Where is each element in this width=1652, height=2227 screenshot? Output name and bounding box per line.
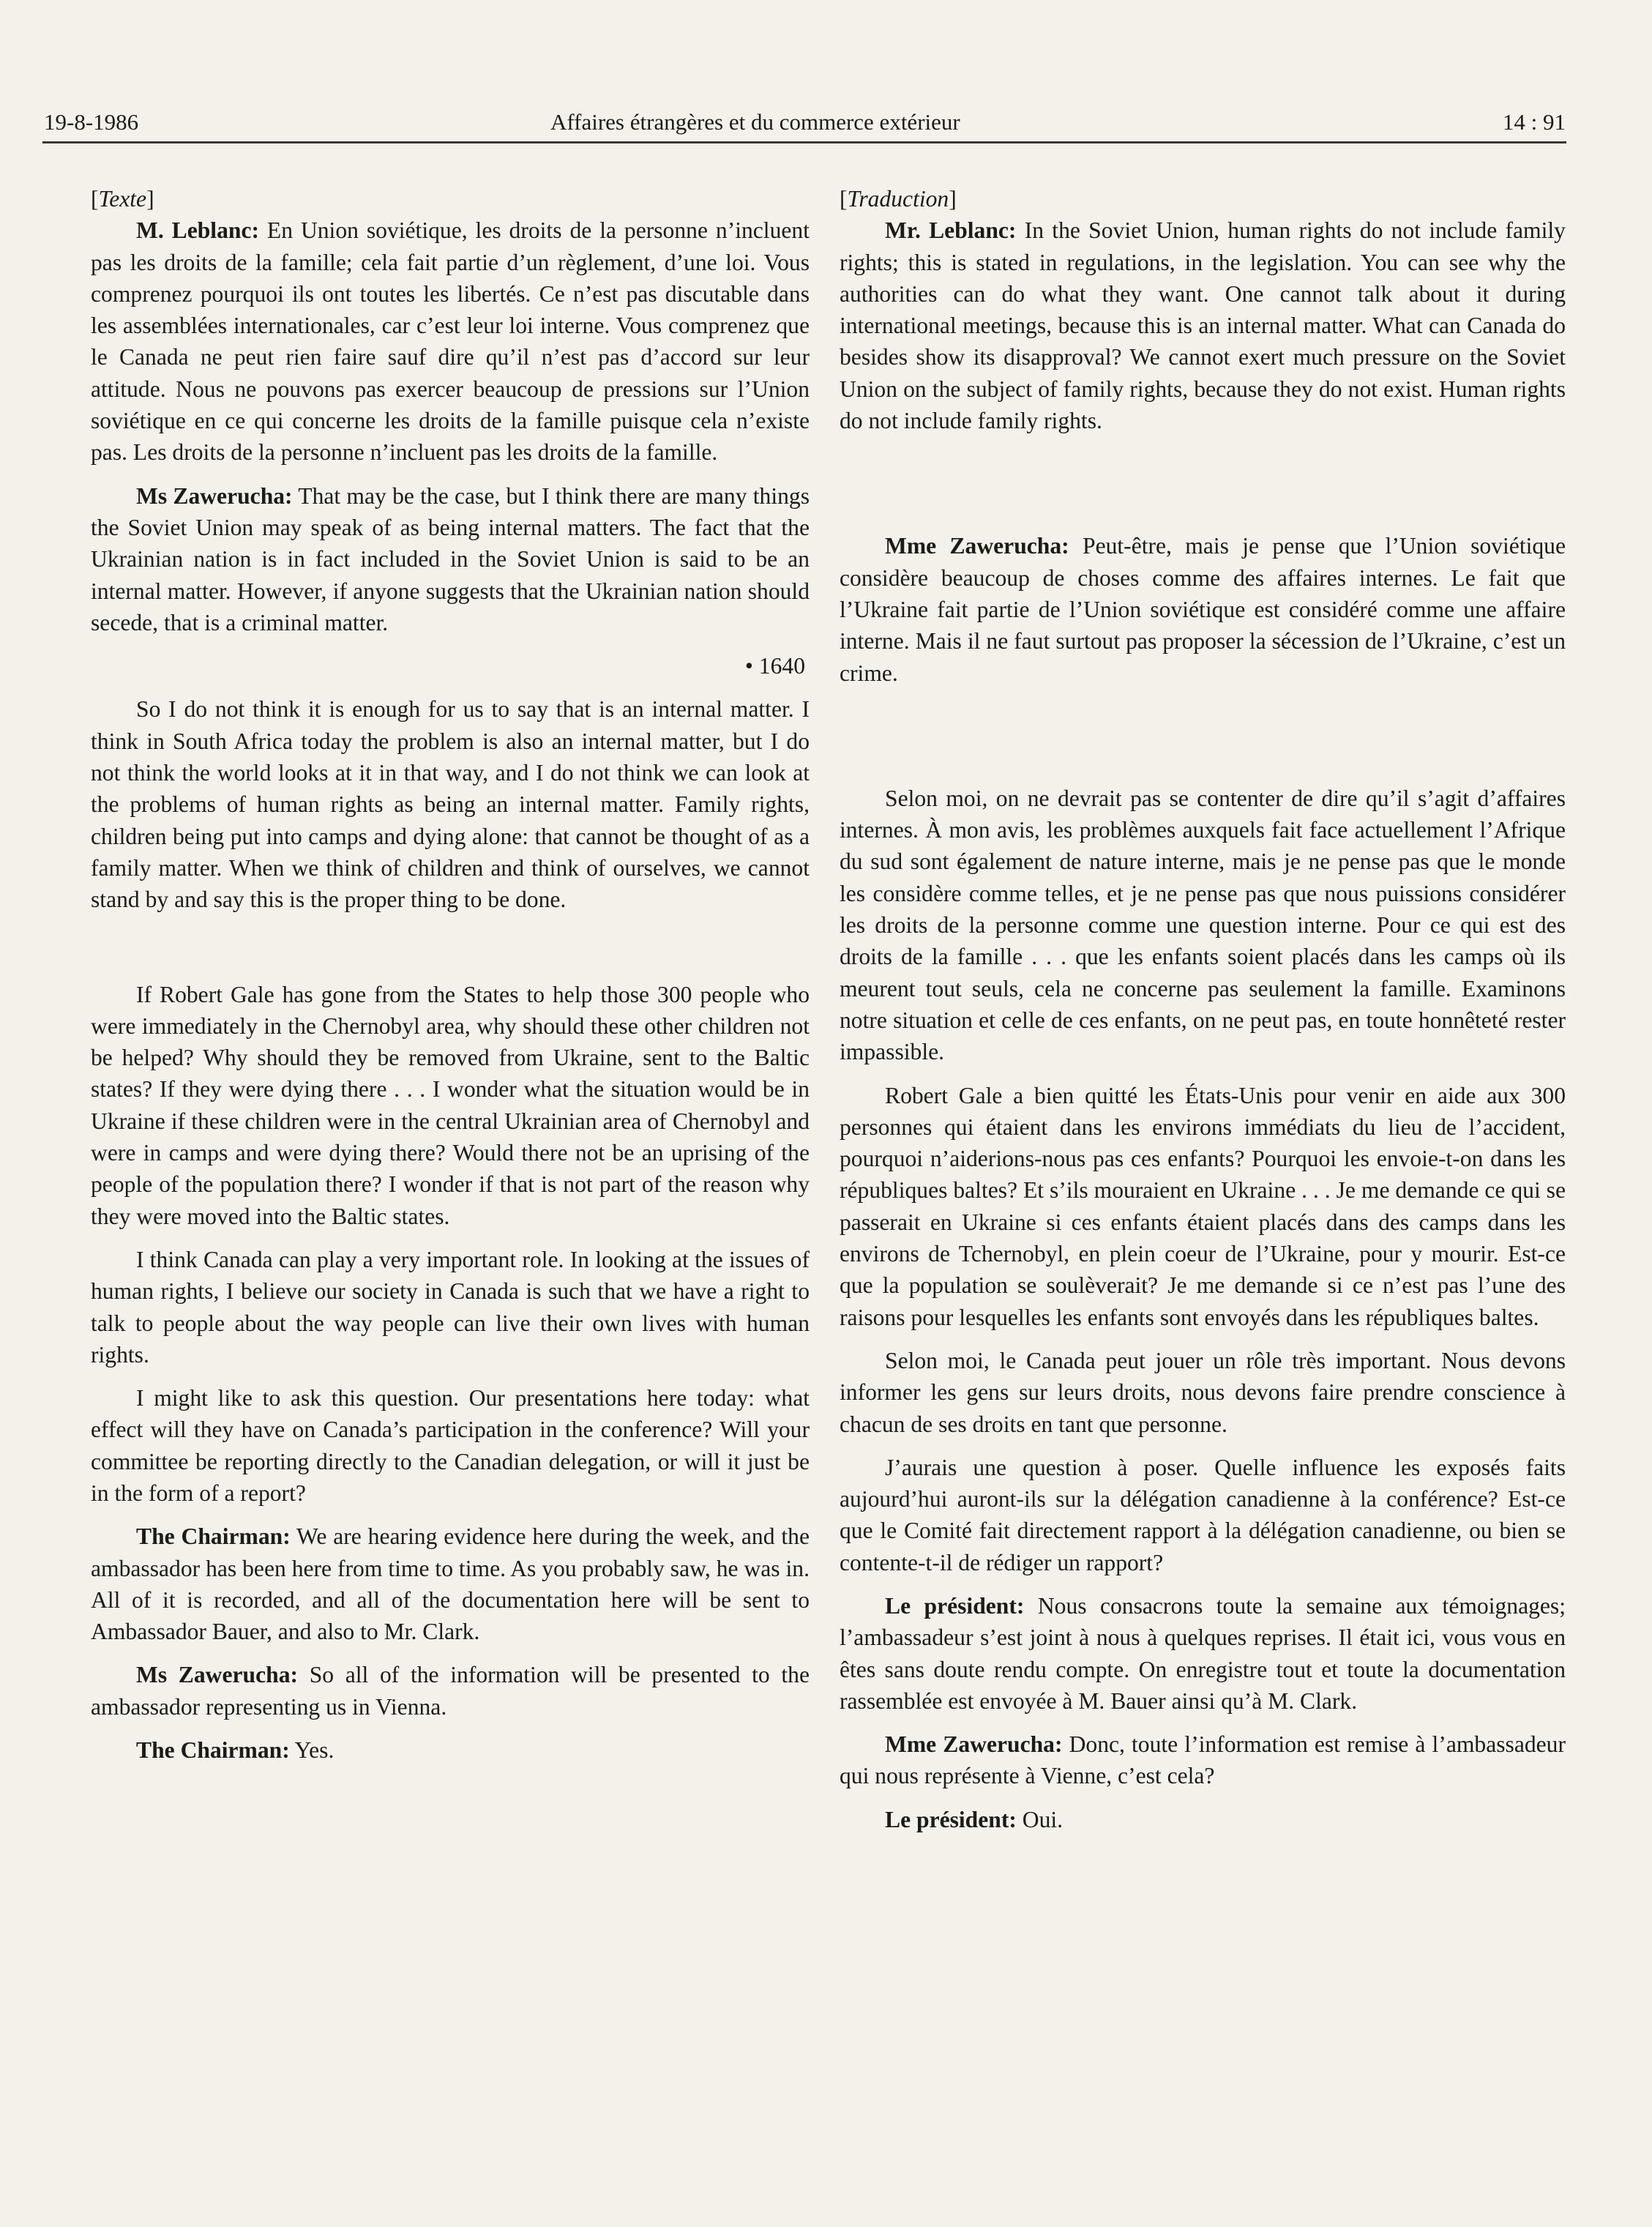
speaker-name: M. Leblanc: <box>136 217 259 244</box>
time-marker: • 1640 <box>744 653 805 679</box>
speaker-name: Mme Zawerucha: <box>885 1731 1063 1758</box>
paragraph: Selon moi, le Canada peut jouer un rôle très important. Nous devons informer les gens sur leurs droits, nous devons faire prendre conscience à chacun de ses droits en tant que personne. <box>840 1347 1566 1437</box>
paragraph: Selon moi, on ne devrait pas se contenter de dire qu’il s’agit d’affaires internes. À mon avis, les problèmes auxquels fait face actuellement l’Afrique du sud sont également de nature interne, mais je ne pense pas que le monde les considère comme telles, et je ne pense pas que nous puissions considérer les droits de la personne comme une question interne. Pour ce qui est des droits de la famille . . . que les enfants soient placés dans les camps où ils meurent tout seuls, cela ne concerne pas seulement la famille. Examinons notre situation et celle de ces enfants, on ne peut pas, en toute honnêteté rester impassible. <box>840 785 1566 1065</box>
paragraph: Le président: Nous consacrons toute la semaine aux témoignages; l’ambassadeur s’est joint à nous à quelques reprises. Il était ici, vous vous en êtes sans doute rendu compte. On enregistre tout et toute la documentation rassemblée est envoyée à M. Bauer ainsi qu’à M. Clark. <box>840 1592 1566 1714</box>
speaker-name: The Chairman: <box>136 1737 290 1764</box>
paragraph: Mr. Leblanc: In the Soviet Union, human rights do not include family rights; this is stated in regulations, in the legislation. You can see why the authorities can do what they want. One cannot talk about it during international meetings, because this is an internal matter. What can Canada do besides show its disapproval? We cannot exert much pressure on the Soviet Union on the subject of family rights, because they do not exist. Human rights do not include family rights. <box>840 217 1566 434</box>
paragraph: Ms Zawerucha: So all of the information will be presented to the ambassador representing us in Vienna. <box>91 1662 810 1720</box>
section-tag-label: Texte <box>98 186 147 212</box>
left-column <box>91 183 810 1766</box>
section-tag-label: Traduction <box>847 186 949 212</box>
section-tag: [Texte] <box>91 186 154 212</box>
speaker-name: Ms Zawerucha: <box>136 482 293 509</box>
right-column <box>840 183 1566 1835</box>
header-rule <box>42 141 1566 143</box>
speaker-name: Le président: <box>885 1806 1017 1832</box>
paragraph: Le président: Oui. <box>885 1806 1064 1832</box>
paragraph: Mme Zawerucha: Donc, toute l’information est remise à l’ambassadeur qui nous représente à Vienne, c’est cela? <box>840 1731 1566 1789</box>
speaker-name: Mr. Leblanc: <box>885 217 1017 244</box>
speaker-name: The Chairman: <box>136 1523 291 1550</box>
paragraph: If Robert Gale has gone from the States to help those 300 people who were immediately in the Chernobyl area, why should these other children not be helped? Why should they be removed from Ukraine, sent to the Baltic states? If they were dying there . . . I wonder what the situation would be in Ukraine if these children were in the central Ukrainian area of Chernobyl and were in camps and were dying there? Would there not be an uprising of the people of the population there? I wonder if that is not part of the reason why they were moved into the Baltic states. <box>91 981 810 1229</box>
speaker-name: Mme Zawerucha: <box>885 533 1069 559</box>
section-tag: [Traduction] <box>840 186 957 212</box>
paragraph: J’aurais une question à poser. Quelle influence les exposés faits aujourd’hui auront-ils sur la délégation canadienne à la conférence? Est-ce que le Comité fait directement rapport à la délégation canadienne, ou bien se contente-t-il de rédiger un rapport? <box>840 1454 1566 1575</box>
paragraph: So I do not think it is enough for us to say that is an internal matter. I think in South Africa today the problem is also an internal matter, but I do not think the world looks at it in that way, and I do not think we can look at the problems of human rights as being an internal matter. Family rights, children being put into camps and dying alone: that cannot be thought of as a family matter. When we think of children and think of ourselves, we cannot stand by and say this is the proper thing to be done. <box>91 696 810 913</box>
speaker-name: Ms Zawerucha: <box>136 1662 299 1688</box>
speaker-name: Le président: <box>885 1592 1025 1619</box>
paragraph: Mme Zawerucha: Peut-être, mais je pense que l’Union soviétique considère beaucoup de choses comme des affaires internes. Le fait que l’Ukraine fait partie de l’Union soviétique est considéré comme une affaire interne. Mais il ne faut surtout pas proposer la sécession de l’Ukraine, c’est un crime. <box>840 533 1566 686</box>
paragraph: M. Leblanc: En Union soviétique, les droits de la personne n’incluent pas les droits de la famille; cela fait partie d’un règlement, d’une loi. Vous comprenez pourquoi ils ont toutes les libertés. Ce n’est pas discutable dans les assemblées internationales, car c’est leur loi interne. Vous comprenez que le Canada ne peut rien faire sauf dire qu’il n’est pas d’accord sur leur attitude. Nous ne pouvons pas exercer beaucoup de pressions sur l’Union soviétique en ce qui concerne les droits de la famille puisque cela n’existe pas. Les droits de la personne n’incluent pas les droits de la famille. <box>91 217 810 466</box>
paragraph: The Chairman: We are hearing evidence here during the week, and the ambassador has been here from time to time. As you probably saw, he was in. All of it is recorded, and all of the documentation here will be sent to Ambassador Bauer, and also to Mr. Clark. <box>91 1523 810 1645</box>
paragraph: The Chairman: Yes. <box>136 1737 334 1764</box>
paragraph: I might like to ask this question. Our presentations here today: what effect will they have on Canada’s participation in the conference? Will your committee be reporting directly to the Canadian delegation, or will it just be in the form of a report? <box>91 1385 810 1506</box>
paragraph: Ms Zawerucha: That may be the case, but I think there are many things the Soviet Union may speak of as being internal matters. The fact that the Ukrainian nation is in fact included in the Soviet Union is said to be an internal matter. However, if anyone suggests that the Ukrainian nation should secede, that is a criminal matter. <box>91 482 810 635</box>
paragraph: I think Canada can play a very important role. In looking at the issues of human rights, I believe our society in Canada is such that we have a right to talk to people about the way people can live their own lives with human rights. <box>91 1246 810 1368</box>
header-page-number: 14 : 91 <box>1502 109 1566 135</box>
header-title: Affaires étrangères et du commerce extérieur <box>550 109 960 135</box>
header-date: 19-8-1986 <box>44 109 139 135</box>
paragraph: Robert Gale a bien quitté les États-Unis pour venir en aide aux 300 personnes qui étaient dans les environs immédiats du lieu de l’accident, pourquoi n’aiderions-nous pas ces enfants? Pourquoi les envoie-t-on dans les républiques baltes? Et s’ils mouraient en Ukraine . . . Je me demande ce qui se passerait en Ukraine si ces enfants étaient placés dans des camps dans les environs de Tchernobyl, en plein coeur de l’Ukraine, pour y mourir. Est-ce que la population se soulèverait? Je me demande si ce n’est pas l’une des raisons pour lesquelles les enfants sont envoyés dans les républiques baltes. <box>840 1082 1566 1330</box>
